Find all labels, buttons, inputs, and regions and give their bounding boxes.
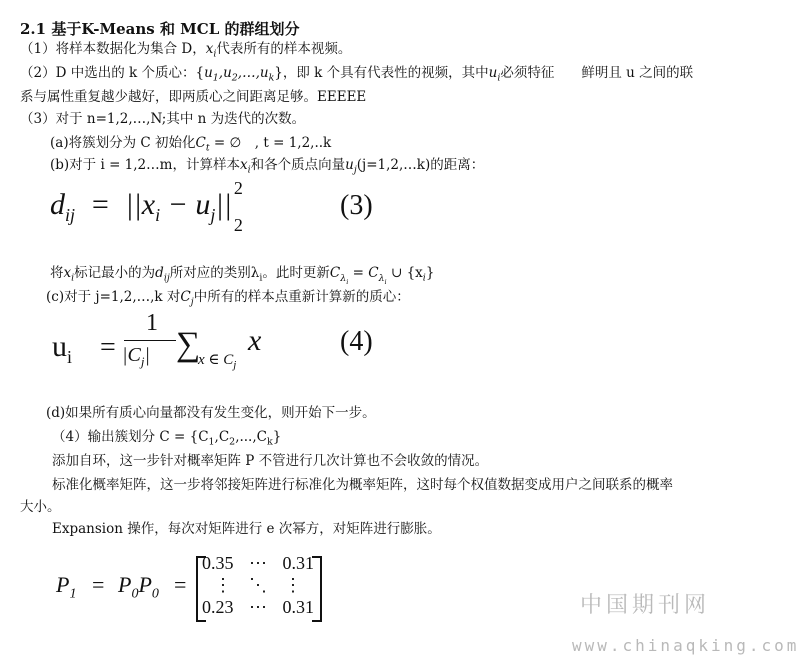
var-c-lambda-2: $C_{\lambda_i}$ [368, 265, 387, 286]
var-x-sub: i [213, 48, 217, 60]
section-heading [20, 20, 807, 38]
after3-text-mid2: 所对应的类别λ [169, 265, 260, 281]
after3-text-mid3: 。此时更新 [262, 265, 330, 281]
p1-text: （1）将样本数据化为集合 D， [20, 41, 206, 57]
matrix-cell: ⋯ [249, 553, 267, 573]
paragraph-6-cont: 大小。 [20, 499, 61, 515]
paragraph-3d: (d)如果所有质心向量都没有发生变化，则开始下一步。 [46, 405, 376, 421]
paragraph-3b [50, 156, 807, 180]
matrix-body [202, 552, 314, 618]
paragraph-5: 添加自环，这一步针对概率矩阵 P 不管进行几次计算也不会收敛的情况。 [52, 453, 489, 469]
after3-text-mid1: 标记最小的为 [74, 265, 156, 281]
paragraph-after-eq3: 将$x_i$标记最小的为$d_{ij}$所对应的类别$\lambda_i$。此时更新$C_{\lambda_i} = C_{\lambda_i}$ ∪ $\{x_i\}$ [50, 265, 435, 286]
var-u: u [488, 65, 498, 81]
matrix-cell: ⋯ [249, 597, 267, 617]
p3a-text-post: = ∅ , t = 1,2,..k [209, 135, 332, 151]
matrix-cell: 0.23 [202, 597, 234, 617]
paragraph-2-cont: 系与属性重复越少越好，即两质心之间距离足够。EEEEE [20, 89, 367, 105]
p3a-text: (a)将簇划分为 C 初始化 [50, 135, 196, 151]
after3-text: 将 [50, 265, 64, 281]
p1-text-post: 代表所有的样本视频。 [216, 41, 352, 57]
equation-3: $d_{ij} = ||x_i - u_j||$ 2 $_2$ [50, 178, 243, 235]
p3b-text-post: (j=1,2,…k)的距离： [356, 157, 485, 173]
var-u-sub: i [497, 72, 501, 84]
watermark-url: www.chinaqking.com [572, 636, 800, 655]
var-cj: $C_j$ [180, 289, 194, 308]
p3c-text-post: 中所有的样本点重新计算新的质心： [193, 289, 410, 305]
centroid-set: $u_1,u_2,\dots,u_k$ [204, 65, 275, 84]
p2-text: （2）D 中选出的 k 个质心：{ [20, 65, 205, 81]
after3-close: } [425, 265, 435, 281]
matrix-cell: 0.31 [282, 597, 314, 617]
p3b-text-mid: 和各个质点向量 [250, 157, 346, 173]
after3-text-post: ∪ {x [386, 265, 423, 281]
paragraph-2 [20, 64, 807, 88]
paragraph-6: 标准化概率矩阵，这一步将邻接矩阵进行标准化为概率矩阵，这时每个权值数据变成用户之间联系的概率 [52, 477, 673, 493]
matrix-cell: ⋮ [214, 575, 232, 595]
paragraph-3c [46, 288, 807, 312]
paragraph-4: （4）输出簇划分 $C = \{C_1,C_2,...,C_k\}$ [52, 429, 282, 448]
paragraph-3a [50, 134, 807, 158]
var-xi: $x_i$ [239, 157, 251, 176]
paragraph-1 [20, 40, 807, 64]
var-x: x [205, 41, 214, 57]
section-title: 基于K-Means 和 MCL 的群组划分 [51, 20, 300, 38]
p3b-text: (b)对于 i = 1,2…m，计算样本 [50, 157, 240, 173]
var-xi-2: $x_i$ [63, 265, 75, 284]
watermark-cn: 中国期刊网 [580, 593, 711, 618]
matrix-cell: 0.35 [202, 553, 234, 573]
equation-4: $u_i$ = 1 $|C_j|$ ∑ x ∈ $C_j$ x [52, 310, 262, 371]
p3c-text: (c)对于 j=1,2,…,k 对 [46, 289, 181, 305]
matrix-cell: ⋮ [284, 575, 302, 595]
section-number: 2.1 [20, 20, 47, 38]
matrix-cell: ⋱ [249, 575, 267, 595]
equation-3-number: (3) [340, 190, 373, 221]
var-c-lambda: $C_{\lambda_i}$ [329, 265, 349, 286]
paragraph-3: （3）对于 n=1,2,…,N;其中 n 为迭代的次数。 [20, 111, 306, 127]
var-c: C [195, 135, 206, 151]
matrix-cell: 0.31 [282, 553, 314, 573]
paragraph-7: Expansion 操作，每次对矩阵进行 e 次幂方，对矩阵进行膨胀。 [52, 521, 441, 537]
p2-text-mid: }，即 k 个具有代表性的视频，其中 [274, 65, 489, 81]
equation-4-number: (4) [340, 326, 373, 357]
var-dij: $d_{ij}$ [155, 265, 170, 284]
var-c-sub: t [205, 142, 210, 154]
matrix-equation: $P_1$ = $P_0P_0$ = 0.35 ⋯ 0.31 ⋮ ⋱ ⋮ 0.23 ⋯ 0.31 [56, 552, 326, 622]
p2-text-post: 必须特征 鲜明且 u 之间的联 [500, 65, 694, 81]
after3-eq: = [348, 265, 369, 281]
var-uj: $u_j$ [345, 157, 357, 176]
